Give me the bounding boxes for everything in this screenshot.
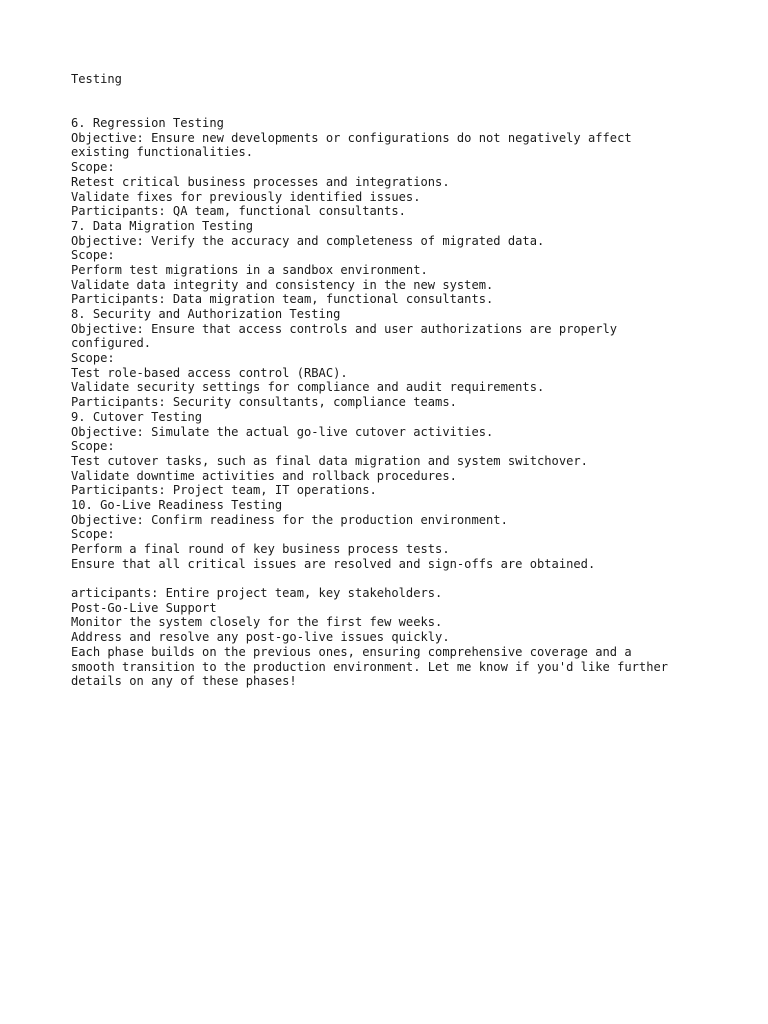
text-line: smooth transition to the production environment. Let me know if you'd like further: [71, 659, 669, 674]
text-line: Each phase builds on the previous ones, ensuring comprehensive coverage and a: [71, 644, 632, 659]
text-line: Scope:: [71, 160, 115, 175]
text-line: Validate downtime activities and rollback procedures.: [71, 468, 457, 483]
text-line: Retest critical business processes and integrations.: [71, 174, 450, 189]
text-line: Participants: QA team, functional consultants.: [71, 204, 406, 219]
text-line: 6. Regression Testing: [71, 116, 224, 131]
document-body: [71, 116, 751, 689]
text-line: articipants: Entire project team, key stakeholders.: [71, 586, 443, 601]
text-line: 10. Go-Live Readiness Testing: [71, 497, 283, 512]
text-line: Validate fixes for previously identified issues.: [71, 189, 421, 204]
text-line: Test role-based access control (RBAC).: [71, 365, 348, 380]
title-spacing: [71, 87, 751, 116]
blank-line: [71, 571, 751, 586]
text-line: existing functionalities.: [71, 145, 254, 160]
text-line: Monitor the system closely for the first few weeks.: [71, 615, 443, 630]
text-line: Perform test migrations in a sandbox environment.: [71, 262, 428, 277]
text-line: Ensure that all critical issues are resolved and sign-offs are obtained.: [71, 556, 596, 571]
text-line: Objective: Simulate the actual go-live cutover activities.: [71, 424, 494, 439]
document-page: [71, 72, 751, 689]
text-line: Participants: Project team, IT operations.: [71, 483, 377, 498]
text-line: details on any of these phases!: [71, 674, 297, 689]
text-line: Scope:: [71, 527, 115, 542]
text-line: Validate security settings for compliance and audit requirements.: [71, 380, 545, 395]
text-line: Validate data integrity and consistency in the new system.: [71, 277, 494, 292]
text-line: Scope:: [71, 351, 115, 366]
text-line: Perform a final round of key business process tests.: [71, 542, 450, 557]
text-line: configured.: [71, 336, 152, 351]
text-line: Scope:: [71, 439, 115, 454]
text-line: Objective: Confirm readiness for the production environment.: [71, 512, 508, 527]
text-line: Participants: Security consultants, compliance teams.: [71, 395, 457, 410]
text-line: Address and resolve any post-go-live issues quickly.: [71, 630, 450, 645]
text-line: 7. Data Migration Testing: [71, 218, 254, 233]
text-line: Scope:: [71, 248, 115, 263]
text-line: 8. Security and Authorization Testing: [71, 307, 341, 322]
text-line: Test cutover tasks, such as final data migration and system switchover.: [71, 453, 588, 468]
text-line: Post-Go-Live Support: [71, 600, 217, 615]
text-line: Objective: Ensure that access controls and user authorizations are properly: [71, 321, 618, 336]
text-line: Participants: Data migration team, functional consultants.: [71, 292, 494, 307]
text-line: Objective: Verify the accuracy and completeness of migrated data.: [71, 233, 545, 248]
document-title: Testing: [71, 72, 122, 86]
text-line: 9. Cutover Testing: [71, 409, 203, 424]
text-line: Objective: Ensure new developments or configurations do not negatively affect: [71, 130, 632, 145]
